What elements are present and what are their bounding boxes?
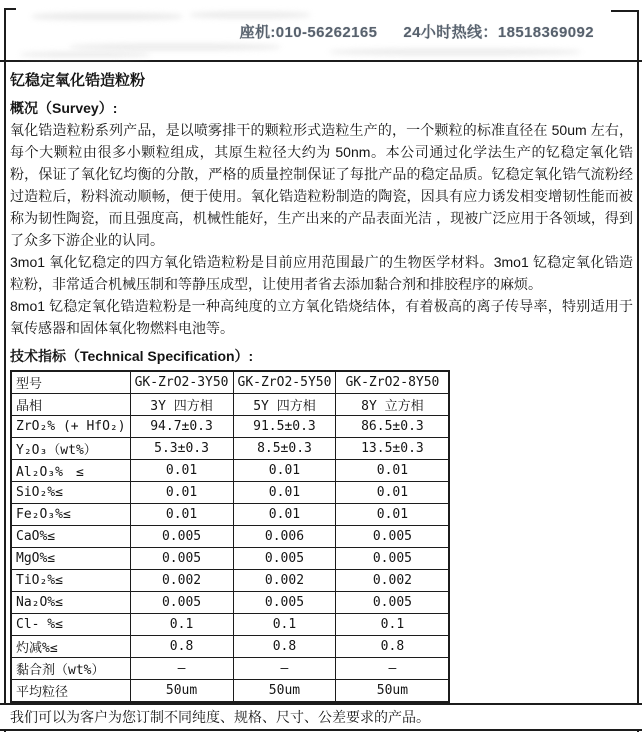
table-row bbox=[11, 482, 449, 504]
watermark-smudge bbox=[32, 13, 182, 20]
spec-cell: 13.5±0.3 bbox=[336, 438, 450, 460]
table-row bbox=[11, 438, 449, 460]
product-page-content bbox=[10, 62, 633, 703]
spec-cell: 91.5±0.3 bbox=[233, 416, 336, 438]
spec-section-heading: 技术指标（Technical Specification）: bbox=[10, 348, 254, 364]
table-row bbox=[11, 416, 449, 438]
spec-cell: – bbox=[336, 658, 450, 680]
table-row bbox=[11, 460, 449, 482]
table-row bbox=[11, 680, 449, 703]
table-row bbox=[11, 592, 449, 614]
spec-cell: 0.005 bbox=[233, 592, 336, 614]
table-row bbox=[11, 658, 449, 680]
header-contact-strip bbox=[240, 21, 594, 42]
spec-cell: 50um bbox=[130, 680, 233, 703]
page-right-border bbox=[637, 10, 639, 732]
survey-paragraph-1: 氧化锆造粒粉系列产品，是以喷雾排干的颗粒形式造粒生产的，一个颗粒的标准直径在 50um 左右，每个大颗粒由很多小颗粒组成，其原生粒径大约为 50nm。本公司通过化学法生产的钇稳定氧化锆粉，保证了氧化钇均衡的分散，严格的质量控制保证了每批产品的稳定品质。钇稳定氧化锆气流粉经过造粒后，粉料流动顺畅，便于使用。氧化锆造粒粉制造的陶瓷，因具有应力诱发相变增韧性能而被称为韧性陶瓷，而且强度高，机械性能好，生产出来的产品表面光洁 ，现被广泛应用于各领域，得到了众多下游企业的认同。 bbox=[10, 122, 633, 248]
spec-cell: 0.01 bbox=[130, 504, 233, 526]
spec-cell: 0.8 bbox=[336, 636, 450, 658]
spec-cell: 0.005 bbox=[336, 548, 450, 570]
spec-cell: 8Y 立方相 bbox=[336, 394, 450, 416]
table-row bbox=[11, 371, 449, 394]
spec-cell: 86.5±0.3 bbox=[336, 416, 450, 438]
spec-cell: 0.8 bbox=[233, 636, 336, 658]
spec-cell: 94.7±0.3 bbox=[130, 416, 233, 438]
spec-row-label: Fe₂O₃%≤ bbox=[11, 504, 130, 526]
spec-row-label: ZrO₂% (+ HfO₂) bbox=[11, 416, 130, 438]
table-row bbox=[11, 570, 449, 592]
spec-row-label: 黏合剂（wt%） bbox=[11, 658, 130, 680]
spec-row-label: 晶相 bbox=[11, 394, 130, 416]
survey-paragraph-3: 8mo1 钇稳定氧化锆造粒粉是一种高纯度的立方氧化锆烧结体，有着极高的离子传导率，特别适用于氧传感器和固体氧化物燃料电池等。 bbox=[10, 298, 633, 336]
table-row bbox=[11, 614, 449, 636]
survey-section-heading: 概况（Survey）: bbox=[10, 100, 118, 116]
spec-row-label: Y₂O₃（wt%） bbox=[11, 438, 130, 460]
table-row bbox=[11, 548, 449, 570]
corner-tick-top-right bbox=[611, 10, 639, 12]
corner-tick-top-left bbox=[4, 8, 16, 10]
spec-cell: 0.002 bbox=[130, 570, 233, 592]
spec-cell: 0.01 bbox=[336, 482, 450, 504]
spec-cell: GK-ZrO2-3Y50 bbox=[130, 371, 233, 394]
spec-cell: 0.01 bbox=[130, 460, 233, 482]
spec-cell: 0.1 bbox=[336, 614, 450, 636]
spec-row-label: Al₂O₃% ≤ bbox=[11, 460, 130, 482]
spec-cell: 8.5±0.3 bbox=[233, 438, 336, 460]
spec-cell: 0.1 bbox=[233, 614, 336, 636]
spec-cell: 50um bbox=[336, 680, 450, 703]
spec-cell: GK-ZrO2-8Y50 bbox=[336, 371, 450, 394]
spec-cell: 0.01 bbox=[233, 460, 336, 482]
spec-cell: 0.006 bbox=[233, 526, 336, 548]
table-row bbox=[11, 504, 449, 526]
table-row bbox=[11, 636, 449, 658]
spec-cell: 0.002 bbox=[233, 570, 336, 592]
spec-row-label: 灼减%≤ bbox=[11, 636, 130, 658]
spec-cell: 0.01 bbox=[233, 504, 336, 526]
spec-cell: 0.005 bbox=[130, 548, 233, 570]
hotline-number: 24小时热线：18518369092 bbox=[403, 24, 594, 41]
page-title: 钇稳定氧化锆造粒粉 bbox=[10, 72, 146, 89]
spec-row-label: 平均粒径 bbox=[11, 680, 130, 703]
spec-cell: 5Y 四方相 bbox=[233, 394, 336, 416]
spec-row-label: Na₂O%≤ bbox=[11, 592, 130, 614]
watermark-smudge bbox=[70, 44, 280, 50]
spec-cell: 5.3±0.3 bbox=[130, 438, 233, 460]
spec-cell: 0.01 bbox=[233, 482, 336, 504]
spec-cell: 3Y 四方相 bbox=[130, 394, 233, 416]
spec-cell: GK-ZrO2-5Y50 bbox=[233, 371, 336, 394]
spec-cell: 0.01 bbox=[336, 460, 450, 482]
spec-cell: 0.8 bbox=[130, 636, 233, 658]
spec-cell: – bbox=[233, 658, 336, 680]
watermark-smudge bbox=[20, 52, 150, 57]
watermark-smudge bbox=[190, 12, 310, 18]
table-row bbox=[11, 394, 449, 416]
technical-spec-table bbox=[10, 370, 450, 703]
spec-cell: 50um bbox=[233, 680, 336, 703]
spec-cell: – bbox=[130, 658, 233, 680]
spec-cell: 0.01 bbox=[130, 482, 233, 504]
footer-note-text: 我们可以为客户为您订制不同纯度、规格、尺寸、公差要求的产品。 bbox=[10, 709, 430, 725]
spec-row-label: SiO₂%≤ bbox=[11, 482, 130, 504]
spec-row-label: Cl- %≤ bbox=[11, 614, 130, 636]
spec-cell: 0.002 bbox=[336, 570, 450, 592]
spec-cell: 0.01 bbox=[336, 504, 450, 526]
spec-cell: 0.005 bbox=[336, 526, 450, 548]
spec-row-label: MgO%≤ bbox=[11, 548, 130, 570]
spec-cell: 0.005 bbox=[130, 526, 233, 548]
footer-customization-note bbox=[0, 703, 642, 731]
page-left-border bbox=[4, 8, 6, 732]
spec-row-label: TiO₂%≤ bbox=[11, 570, 130, 592]
spec-row-label: CaO%≤ bbox=[11, 526, 130, 548]
spec-cell: 0.1 bbox=[130, 614, 233, 636]
spec-cell: 0.005 bbox=[336, 592, 450, 614]
table-row bbox=[11, 526, 449, 548]
survey-paragraph-2: 3mo1 氧化钇稳定的四方氧化锆造粒粉是目前应用范围最广的生物医学材料。3mo1 钇稳定氧化锆造粒粉，非常适合机械压制和等静压成型，让使用者省去添加黏合剂和排胶程序的麻烦。 bbox=[10, 254, 633, 292]
spec-row-label: 型号 bbox=[11, 371, 130, 394]
spec-cell: 0.005 bbox=[130, 592, 233, 614]
landline-number: 座机:010-56262165 bbox=[239, 24, 378, 41]
watermark-smudge bbox=[330, 49, 580, 55]
spec-cell: 0.005 bbox=[233, 548, 336, 570]
